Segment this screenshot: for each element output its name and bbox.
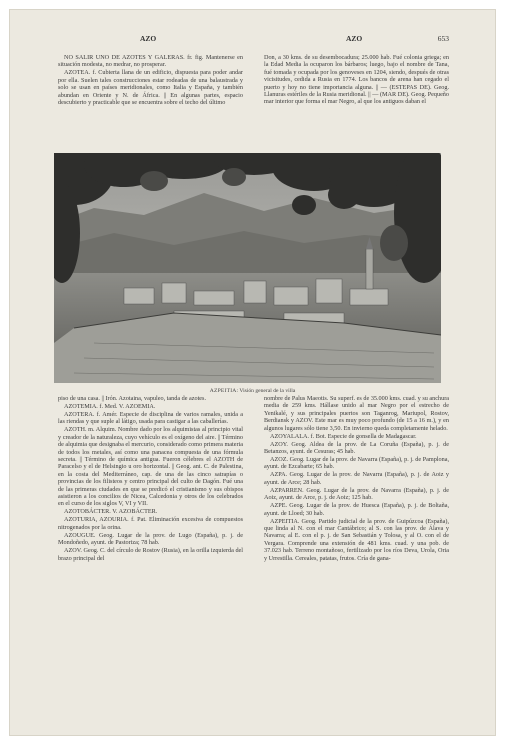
entry-paragraph: AZOTERA. f. Amér. Especie de disciplina de varios ramales, unida a las riendas y que suple al látigo, usada para castigar a las caballerías.	[58, 411, 243, 426]
page-sheet	[10, 10, 495, 735]
entry-paragraph: AZOTH. m. Alquim. Nombre dado por los alquimistas al principio vital y creador de la naturaleza, cuyo vehículo es el oxígeno del aire. || Término de alquimia que designaba el mercurio, considerado como primera materia de todos los metales, así como una panacea compuesta de una fórmula secreta. || Término de química antigua. Fueron célebres el AZOTH de Paracelso y el de Helsingio u oro horizontal. || Geog. ant. C. de Palestina, en la costa del Mediterráneo, cap. de una de las cinco satrapías o provincias de los filisteos y centro principal del culto de Dagón. Fué una de las primeras ciudades en que se predicó el cristianismo y sus obispos asistieron a los concilios de Nicea, Calcedonia y otros de los celebrados en el curso de los siglos V, VI y VII.	[58, 426, 243, 508]
entry-paragraph: AZOTOBÁCTER. V. AZOBÁCTER.	[64, 508, 158, 516]
caption-place: AZPEITIA	[209, 388, 237, 394]
entry-paragraph: AZOTEMIA. f. Med. V. AZOEMIA.	[64, 403, 156, 410]
photo-caption	[10, 388, 495, 394]
running-head-right: AZO	[346, 34, 363, 43]
entry-paragraph: AZOZ. Geog. Lugar de la prov. de Navarra (España), p. j. de Pamplona, ayunt. de Ezcabarte; 65 hab.	[264, 456, 449, 471]
entry-paragraph: AZPE. Geog. Lugar de la prov. de Huesca (España), p. j. de Boltaña, ayunt. de Lloed; 30 hab.	[264, 502, 449, 517]
entry-paragraph: Don, a 30 kms. de su desembocadura; 25.000 hab. Fué colonia griega; en la Edad Media la ocuparon los bárbaros; luego, bajo el nombre de Tana, fué tomada y ocupada por los genoveses en 1204, siendo, después de otras vicisitudes, cedida a Rusia en 1774. Los bancos de arena han cegado el puerto y hoy no tiene importancia alguna. || — (ESTEPAS DE). Geog. Llanuras estériles de la Rusia meridional. || — (MAR DE). Geog. Pequeño mar interior que forma el mar Negro, al que los antiguos daban el	[264, 54, 449, 106]
entry-paragraph: AZOTURIA, AZOURIA. f. Pat. Eliminación excesiva de compuestos nitrogenados por la orina.	[58, 516, 243, 531]
column-bottom-right	[264, 395, 449, 725]
column-top-left	[58, 54, 243, 154]
town-photograph	[54, 153, 441, 383]
entry-paragraph: nombre de Palus Maeotis. Su superf. es de 35.000 kms. cuad. y su anchura media de 259 kms. Hállase unido al mar Negro por el estrecho de Yenikalé, y sus principales puertos son Taganrog, Mariupol, Rostov, Berdiansk y AZOV. Este mar es muy poco profundo (de 15 a 16 m.), y en algunos lugares sólo tiene 3,50. En invierno queda completamente helado.	[264, 395, 449, 432]
page-number: 653	[437, 34, 449, 43]
running-head	[58, 34, 449, 44]
entry-paragraph: AZPA. Geog. Lugar de la prov. de Navarra (España), p. j. de Aoiz y ayunt. de Arce; 28 hab.	[264, 471, 449, 486]
entry-paragraph: piso de una casa. || Irón. Azotaina, vapuleo, tanda de azotes.	[58, 395, 207, 402]
running-head-left: AZO	[140, 34, 157, 43]
entry-paragraph: AZOY. Geog. Aldea de la prov. de La Coruña (España), p. j. de Betanzos, ayunt. de Cesuras; 45 hab.	[264, 440, 449, 456]
column-top-right	[264, 54, 449, 154]
entry-paragraph: AZPEITIA. Geog. Partido judicial de la prov. de Guipúzcoa (España), que linda al N. con el mar Cantábrico; al S. con las prov. de Álava y Navarra; al E. con el p. j. de San Sebastián y Tolosa, y al O. con el de Vergara. Comprende una extensión de 481 kms. cuad. y una pob. de 37.023 hab. Terreno montañoso, fertilizado por los ríos Deva, Urola, Oria y Urrestilla. Cereales, patatas, frutos. Cría de gana-	[264, 517, 449, 562]
entry-paragraph: AZOV. Geog. C. del círculo de Rostov (Rusia), en la orilla izquierda del brazo principal del	[58, 547, 243, 562]
column-bottom-left	[58, 395, 243, 725]
entry-paragraph: AZOTEA. f. Cubierta llana de un edificio, dispuesta para poder andar por ella. Suelen tales construcciones estar rodeadas de una balaustrada y solo se usan en países meridionales, como Italia y España, y también abundan en Oriente y N. de África. || En algunas partes, espacio descubierto y practicable que se encuentra sobre el techo del último	[58, 69, 243, 107]
photo-illustration	[54, 153, 441, 383]
entry-paragraph: AZPARREN. Geog. Lugar de la prov. de Navarra (España), p. j. de Aoiz, ayunt. de Arce, p. j. de Aoiz; 125 hab.	[264, 486, 449, 502]
entry-paragraph: NO SALIR UNO DE AZOTES Y GALERAS. fr. fig. Mantenerse en situación modesta, no medrar, no prosperar.	[58, 54, 243, 69]
entry-paragraph: AZOUGUE. Geog. Lugar de la prov. de Lugo (España), p. j. de Mondoñedo, ayunt. de Pastoriza; 78 hab.	[58, 531, 243, 547]
caption-text: : Visión general de la villa	[236, 388, 296, 394]
entry-paragraph: AZOYALALA. f. Bot. Especie de gonsella de Madagascar.	[270, 432, 417, 440]
